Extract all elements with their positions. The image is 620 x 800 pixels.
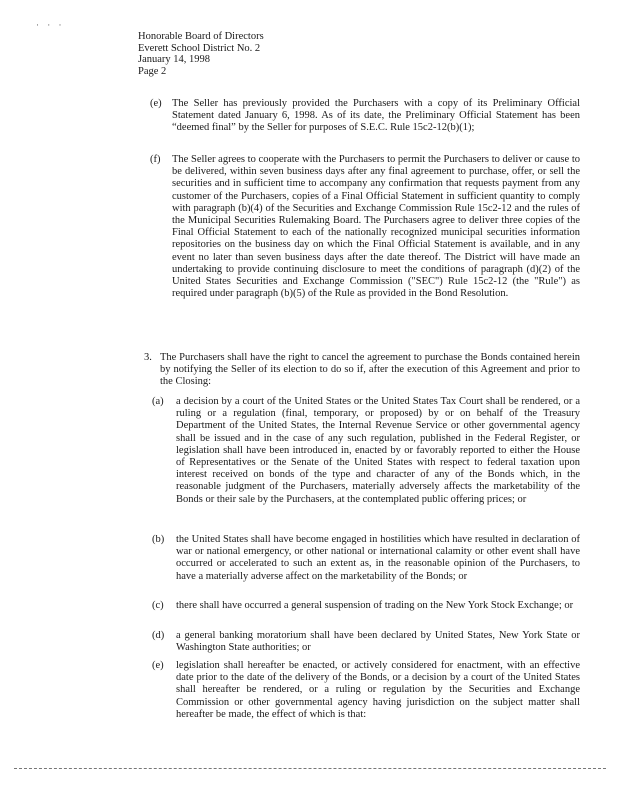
footer-rule — [14, 768, 606, 769]
clause-label: (e) — [152, 660, 164, 671]
clause-text: The Seller agrees to cooperate with the Purchasers to permit the Purchasers to deliver or cause to be delivered, within seven business days after any final agreement to purchase, offer, or sell the securities and in sufficient time to accompany any confirmation that requests payment from any customer of the Purchasers, copies of a Final Official Statement in sufficient quantity to comply with paragraph (b)(4) of the Securities and Exchange Commission Rule 15c2-12 and the rules of the Municipal Securities Rulemaking Board. The Purchasers agree to deliver three copies of the Final Official Statement to each of the nationally recognized municipal securities information repositories on the business day on which the Final Official Statement is available, and in any event no later than seven business days after the date thereof. The District will have made an undertaking to provide continuing disclosure to meet the conditions of paragraph (d)(2) of the United States Securities and Exchange Commission ("SEC") Rule 15c2-12 (the "Rule") as required under paragraph (b)(5) of the Rule as provided in the Bond Resolution. — [172, 154, 580, 300]
clause-label: (a) — [152, 396, 164, 407]
section-number: 3. — [144, 352, 152, 363]
scan-artifact: · · · — [36, 20, 65, 30]
clause-2f — [150, 154, 580, 300]
clause-3d — [152, 630, 580, 654]
clause-label: (e) — [150, 98, 162, 109]
clause-3b — [152, 534, 580, 583]
clause-3c — [152, 600, 580, 612]
clause-label: (f) — [150, 154, 161, 165]
letter-header — [138, 31, 264, 77]
header-line-date: January 14, 1998 — [138, 54, 211, 65]
header-line-district: Everett School District No. 2 — [138, 42, 261, 54]
clause-text: the United States shall have become engaged in hostilities which have resulted in declaration of war or national emergency, or other national or international calamity or other event shall have occurred or accelerated to such an extent as, in the reasonable opinion of the Purchasers, to have a materially adverse affect on the marketability of the Bonds; or — [176, 534, 580, 582]
clause-2e — [150, 98, 580, 135]
section-text: The Purchasers shall have the right to cancel the agreement to purchase the Bonds contained herein by notifying the Seller of its election to do so if, after the execution of this Agreement and prior to the Closing: — [160, 352, 580, 388]
header-line-page: Page 2 — [138, 65, 167, 77]
clause-3a — [152, 396, 580, 506]
clause-label: (d) — [152, 630, 165, 641]
clause-text: there shall have occurred a general suspension of trading on the New York Stock Exchange; or — [176, 600, 574, 611]
clause-3e — [152, 660, 580, 721]
clause-text: legislation shall hereafter be enacted, or actively considered for enactment, with an effective date prior to the date of the delivery of the Bonds, or a decision by a court of the United States shall hereafter be rendered, or a ruling or regulation by the Securities and Exchange Commission or other governmental agency having jurisdiction on the subject matter shall hereafter be made, the effect of which is that: — [176, 660, 580, 720]
clause-text: a general banking moratorium shall have been declared by United States, New York State or Washington State authorities; or — [176, 630, 580, 654]
clause-label: (b) — [152, 534, 165, 545]
section-3 — [144, 352, 580, 389]
clause-label: (c) — [152, 600, 164, 611]
clause-text: The Seller has previously provided the Purchasers with a copy of its Preliminary Official Statement dated January 6, 1998. As of its date, the Preliminary Official Statement has been “deemed final” by the Seller for purposes of S.E.C. Rule 15c2-12(b)(1); — [172, 98, 580, 134]
clause-text: a decision by a court of the United States or the United States Tax Court shall be rendered, or a ruling or a regulation (final, temporary, or proposed) by or on behalf of the Treasury Department of the United States, the Internal Revenue Service or other governmental agency shall be issued and in the case of any such regulation, published in the Federal Register, or legislation shall have been introduced in, enacted by or favorably reported to either the House of Representatives or the Senate of the United States with respect to federal taxation upon interest received on bonds of the type and character of any of the Bonds which, in the reasonable judgment of the Purchasers, materially adversely affects the marketability of the Bonds or their sale by the Purchasers, at the contemplated public offering prices; or — [176, 396, 580, 505]
header-line-recipient: Honorable Board of Directors — [138, 31, 264, 42]
